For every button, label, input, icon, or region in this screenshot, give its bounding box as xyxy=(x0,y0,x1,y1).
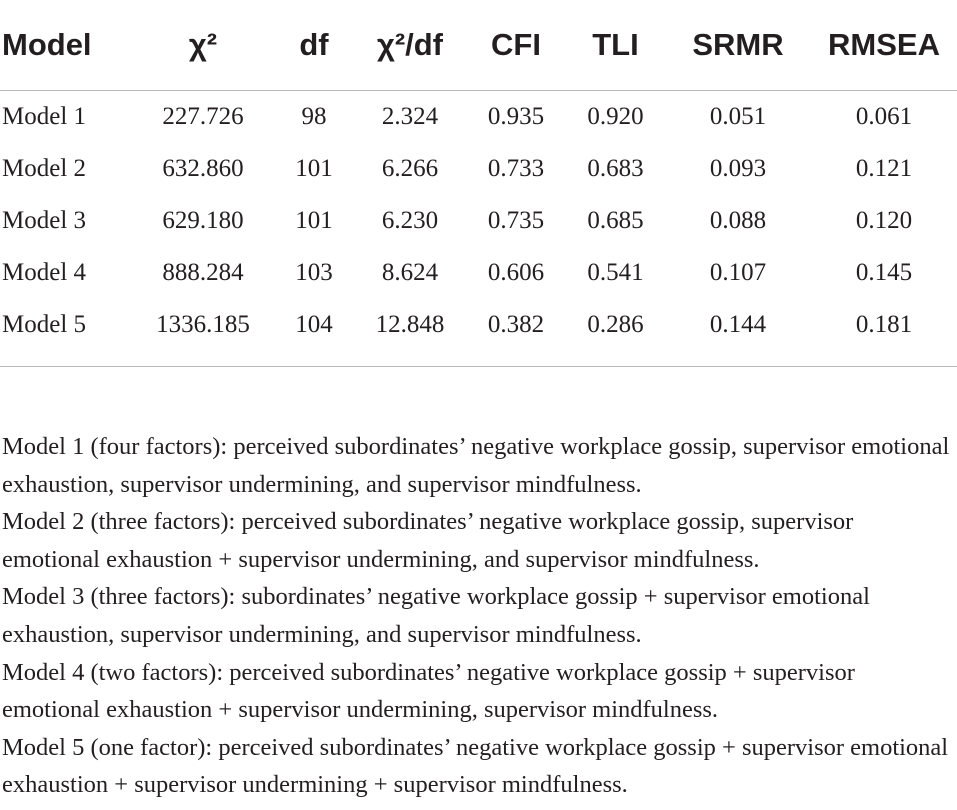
cell-model: Model 3 xyxy=(2,207,87,234)
cell-model: Model 5 xyxy=(2,311,87,338)
cell-model: Model 2 xyxy=(2,155,87,182)
header-df: df xyxy=(274,0,354,91)
cell-rmsea: 0.120 xyxy=(855,207,913,234)
cell-cfi: 0.382 xyxy=(487,311,545,338)
cell-srmr: 0.093 xyxy=(709,155,767,182)
fit-indices-table-wrap xyxy=(0,0,957,351)
cell-chi-square-df: 2.324 xyxy=(381,103,439,130)
table-row xyxy=(0,143,957,195)
header-model: Model xyxy=(0,0,132,91)
table-bottom-rule xyxy=(0,366,957,367)
footnote-model-3: Model 3 (three factors): subordinates’ negative workplace gossip + supervisor emotional exhaustion, supervisor undermining, and supervisor mindfulness. xyxy=(2,583,870,648)
table-row xyxy=(0,247,957,299)
header-srmr: SRMR xyxy=(665,0,811,91)
cell-tli: 0.685 xyxy=(587,207,644,234)
cell-chi-square: 629.180 xyxy=(162,207,244,234)
cell-tli: 0.920 xyxy=(587,103,644,130)
header-chi-square-df: χ²/df xyxy=(354,0,466,91)
cell-cfi: 0.606 xyxy=(487,259,545,286)
cell-cfi: 0.735 xyxy=(487,207,545,234)
header-cfi: CFI xyxy=(466,0,566,91)
cell-chi-square-df: 6.230 xyxy=(381,207,439,234)
cell-chi-square-df: 8.624 xyxy=(381,259,439,286)
table-row xyxy=(0,91,957,144)
fit-indices-table xyxy=(0,0,957,351)
cell-df: 103 xyxy=(295,259,333,286)
cell-srmr: 0.144 xyxy=(709,311,767,338)
table-row xyxy=(0,299,957,351)
header-tli: TLI xyxy=(566,0,665,91)
table-footnotes xyxy=(2,428,952,804)
cell-tli: 0.286 xyxy=(587,311,644,338)
cell-srmr: 0.051 xyxy=(709,103,767,130)
footnote-model-4: Model 4 (two factors): perceived subordinates’ negative workplace gossip + supervisor emotional exhaustion + supervisor undermining, supervisor mindfulness. xyxy=(2,658,855,724)
footnote-model-1: Model 1 (four factors): perceived subordinates’ negative workplace gossip, supervisor emotional exhaustion, supervisor undermining, and supervisor mindfulness. xyxy=(2,433,950,498)
cell-cfi: 0.733 xyxy=(487,155,545,182)
cell-df: 104 xyxy=(295,311,333,338)
cell-tli: 0.541 xyxy=(587,259,644,286)
cell-tli: 0.683 xyxy=(587,155,644,182)
cell-model: Model 1 xyxy=(2,103,87,130)
cell-srmr: 0.088 xyxy=(709,207,767,234)
cell-srmr: 0.107 xyxy=(709,259,767,286)
table-row xyxy=(0,195,957,247)
footnote-model-5: Model 5 (one factor): perceived subordinates’ negative workplace gossip + supervisor emotional exhaustion + supervisor undermining + supervisor mindfulness. xyxy=(2,733,949,799)
cell-chi-square-df: 12.848 xyxy=(375,311,445,338)
cell-chi-square: 1336.185 xyxy=(156,311,250,338)
cell-rmsea: 0.145 xyxy=(855,259,913,286)
cell-chi-square: 888.284 xyxy=(162,259,244,286)
cell-cfi: 0.935 xyxy=(487,103,545,130)
cell-chi-square: 227.726 xyxy=(162,103,244,130)
cell-chi-square: 632.860 xyxy=(162,155,244,182)
cell-chi-square-df: 6.266 xyxy=(381,155,439,182)
header-rmsea: RMSEA xyxy=(811,0,957,91)
table-header-row xyxy=(0,0,957,91)
cell-df: 98 xyxy=(301,103,327,130)
cell-rmsea: 0.061 xyxy=(855,103,913,130)
cell-rmsea: 0.121 xyxy=(855,155,913,182)
header-chi-square: χ² xyxy=(132,0,274,91)
cell-rmsea: 0.181 xyxy=(855,311,913,338)
cell-df: 101 xyxy=(295,155,333,182)
cell-model: Model 4 xyxy=(2,259,87,286)
footnote-model-2: Model 2 (three factors): perceived subordinates’ negative workplace gossip, supervisor emotional exhaustion + supervisor undermining, and supervisor mindfulness. xyxy=(2,508,854,573)
cell-df: 101 xyxy=(295,207,333,234)
